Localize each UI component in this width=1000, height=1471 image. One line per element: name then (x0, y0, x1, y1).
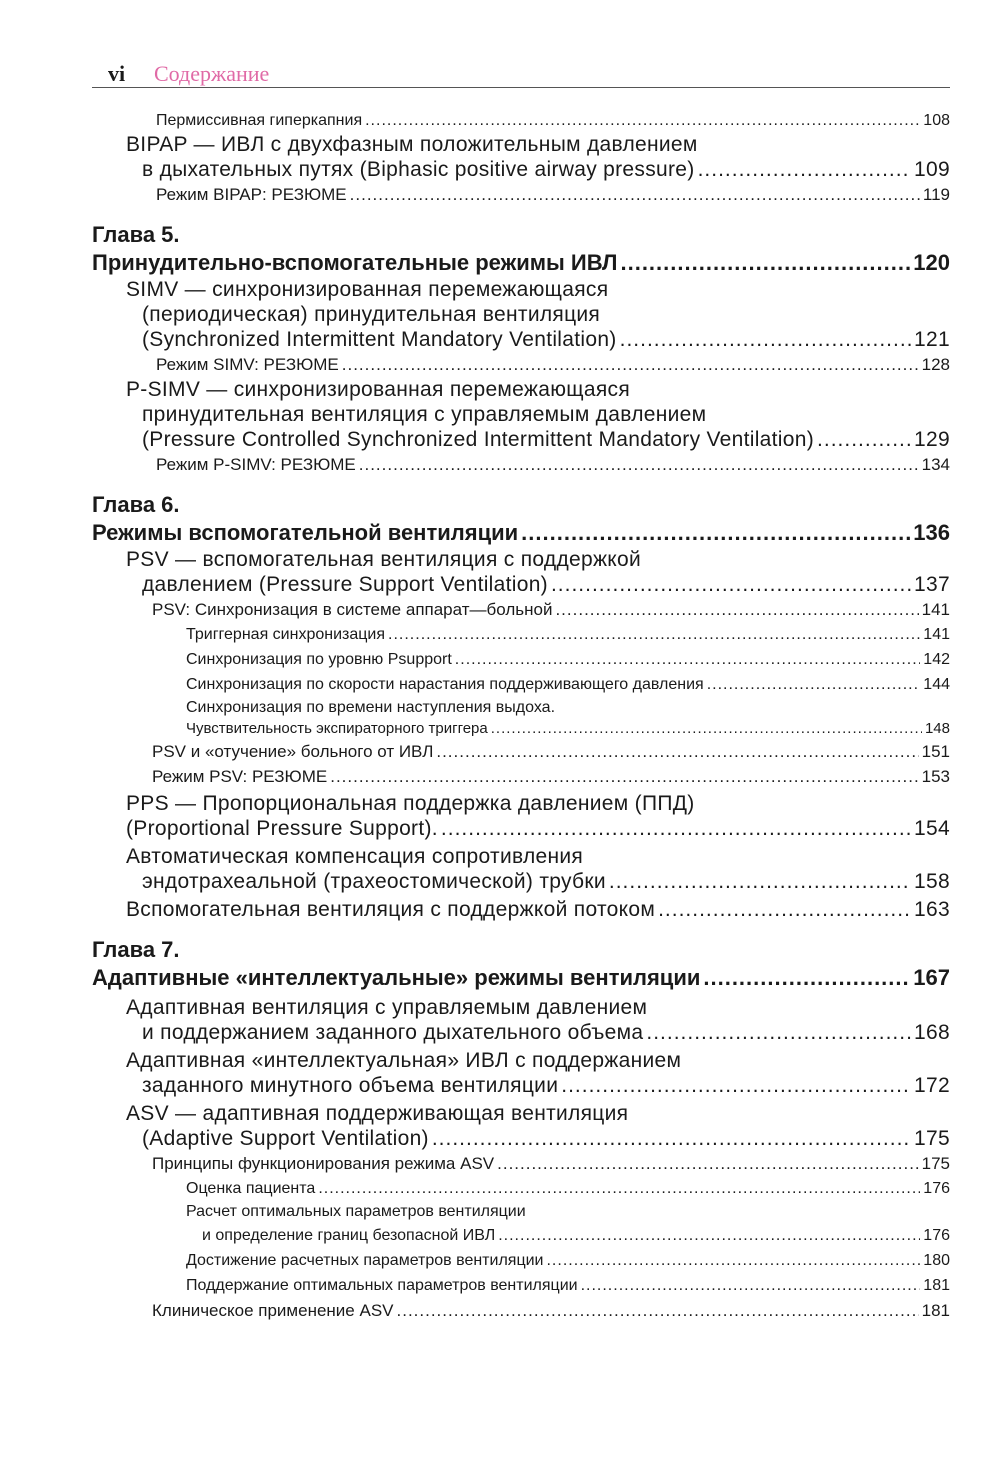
toc-entry-target-reach[interactable]: Достижение расчетных параметров вентиляции ..... 180 (92, 1248, 950, 1273)
toc-entry-rise-sync[interactable]: Синхронизация по скорости нарастания поддерживающего давления ..... 144 (92, 672, 950, 697)
chapter-7 (92, 936, 950, 992)
toc-entry-bipap[interactable]: BIPAP — ИВЛ с двухфазным положительным давлением в дыхательных путях (Biphasic positive airway pressure) ..... 109 (92, 132, 950, 182)
toc-entry-psv[interactable]: PSV — вспомогательная вентиляция с поддержкой давлением (Pressure Support Ventilation) ..... 137 (92, 547, 950, 597)
toc-entry-trigger-sync[interactable]: Триггерная синхронизация ..... 141 (92, 622, 950, 647)
toc-entry-p-simv-summary[interactable]: Режим P-SIMV: РЕЗЮМЕ ..... 134 (92, 452, 950, 477)
toc-entry-flow-support[interactable]: Вспомогательная вентиляция с поддержкой потоком ..... 163 (92, 897, 950, 922)
toc-entry-bipap-summary[interactable]: Режим BIPAP: РЕЗЮМЕ ..... 119 (92, 182, 950, 207)
toc-entry-exhale-sync[interactable]: Синхронизация по времени наступления выдоха. Чувствительность экспираторного триггера ..... 148 (92, 697, 950, 739)
chapter-7-title[interactable]: Адаптивные «интеллектуальные» режимы вентиляции ..... 167 (92, 964, 950, 992)
running-header (92, 58, 950, 88)
table-of-contents (92, 110, 950, 1323)
toc-entry-optimal-calc[interactable]: Расчет оптимальных параметров вентиляции и определение границ безопасной ИВЛ ..... 176 (92, 1201, 950, 1248)
running-title: Содержание (154, 61, 270, 86)
toc-entry-adaptive-mmv[interactable]: Адаптивная «интеллектуальная» ИВЛ с поддержанием заданного минутного объема вентиляции ..... 172 (92, 1048, 950, 1098)
toc-entry-adaptive-pc[interactable]: Адаптивная вентиляция с управляемым давлением и поддержанием заданного дыхательного объема ..... 168 (92, 995, 950, 1045)
toc-entry-psv-weaning[interactable]: PSV и «отучение» больного от ИВЛ ..... 151 (92, 739, 950, 764)
header-rule (92, 87, 950, 88)
chapter-6 (92, 491, 950, 547)
toc-entry-asv-clinical[interactable]: Клиническое применение ASV ..... 181 (92, 1298, 950, 1323)
chapter-6-label: Глава 6. (92, 492, 180, 517)
toc-entry-patient-assessment[interactable]: Оценка пациента ..... 176 (92, 1176, 950, 1201)
toc-entry-optimal-maintain[interactable]: Поддержание оптимальных параметров вентиляции ..... 181 (92, 1273, 950, 1298)
toc-entry-pps[interactable]: PPS — Пропорциональная поддержка давлением (ППД) (Proportional Pressure Support). ..... 154 (92, 791, 950, 841)
chapter-5 (92, 221, 950, 277)
chapter-6-title[interactable]: Режимы вспомогательной вентиляции ..... 136 (92, 519, 950, 547)
toc-entry-psv-summary[interactable]: Режим PSV: РЕЗЮМЕ ..... 153 (92, 764, 950, 789)
chapter-5-title[interactable]: Принудительно-вспомогательные режимы ИВЛ ..... 120 (92, 249, 950, 277)
chapter-5-label: Глава 5. (92, 222, 180, 247)
chapter-7-label: Глава 7. (92, 937, 180, 962)
toc-entry-simv[interactable]: SIMV — синхронизированная перемежающаяся (периодическая) принудительная вентиляция (Synchronized Intermittent Mandatory Ventilation) ..... 121 (92, 277, 950, 352)
toc-entry-permissive-hypercapnia[interactable]: Пермиссивная гиперкапния ..... 108 (92, 110, 950, 132)
toc-entry-psv-sync[interactable]: PSV: Синхронизация в системе аппарат—больной ..... 141 (92, 597, 950, 622)
toc-entry-simv-summary[interactable]: Режим SIMV: РЕЗЮМЕ ..... 128 (92, 352, 950, 377)
page-number: vi (108, 61, 126, 86)
toc-entry-psupport-sync[interactable]: Синхронизация по уровню Psupport ..... 142 (92, 647, 950, 672)
toc-entry-tube-compensation[interactable]: Автоматическая компенсация сопротивления эндотрахеальной (трахеостомической) трубки ..... 158 (92, 844, 950, 894)
toc-entry-p-simv[interactable]: P-SIMV — синхронизированная перемежающаяся принудительная вентиляция с управляемым давлением (Pressure Controlled Synchronized Intermittent Mandatory Ventilation) ..... 129 (92, 377, 950, 452)
toc-entry-asv-principles[interactable]: Принципы функционирования режима ASV ..... 175 (92, 1151, 950, 1176)
toc-entry-asv[interactable]: ASV — адаптивная поддерживающая вентиляция (Adaptive Support Ventilation) ..... 175 (92, 1101, 950, 1151)
